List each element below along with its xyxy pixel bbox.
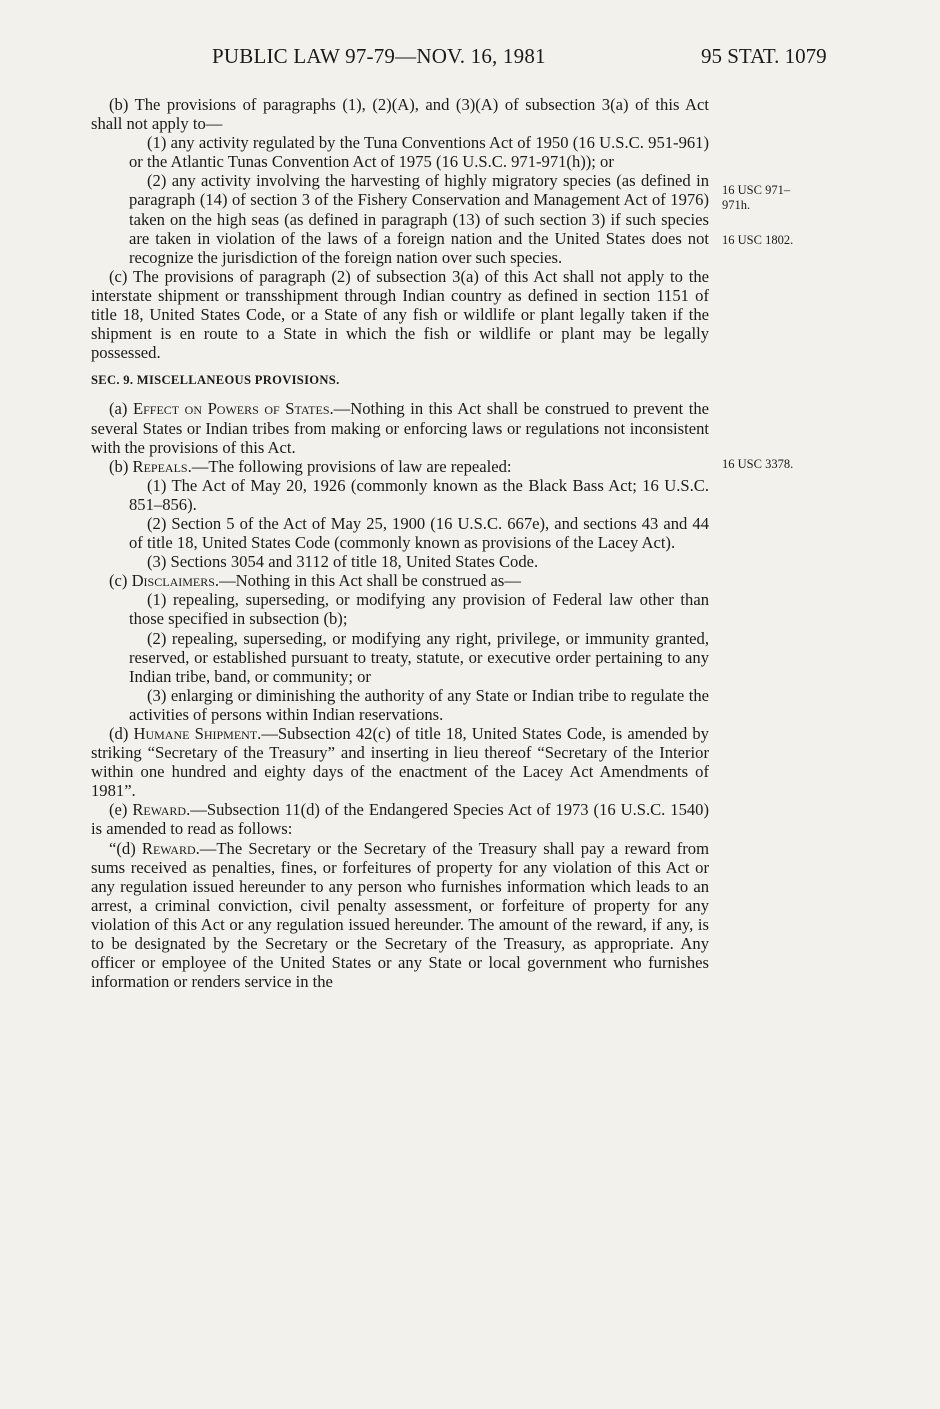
sec9-d-title: Humane Shipment. (133, 724, 262, 743)
sec9-c-text: —Nothing in this Act shall be construed as— (219, 571, 521, 591)
statute-body (91, 95, 709, 991)
sec9-b-label: (b) (109, 456, 133, 476)
sec9-e-quoted-text (91, 839, 709, 992)
sec8-b-paragraph-1: (1) any activity regulated by the Tuna Conventions Act of 1950 (16 U.S.C. 951-961) or the Atlantic Tunas Convention Act of 1975 (16 U.S.C. 971-971(h)); or (129, 133, 709, 172)
sec9-e-text: —Subsection 11(d) of the Endangered Species Act of 1973 (16 U.S.C. 1540) is amended to read as follows: (91, 800, 709, 839)
quote-label: “(d) (109, 838, 142, 858)
margin-note-usc-971: 16 USC 971–971h. (722, 183, 791, 212)
sec9-c-paragraph-1: (1) repealing, superseding, or modifying any provision of Federal law other than those specified in subsection (b); (129, 590, 709, 629)
quote-text: —The Secretary or the Secretary of the Treasury shall pay a reward from sums received as penalties, fines, or forfeitures of property for any violation of this Act or any regulation issued hereunder to any person who furnishes information which leads to an arrest, a criminal conviction, civil penalty assessment, or forfeiture of property for any violation of this Act or any regulation issued hereunder. The amount of the reward, if any, is to be designated by the Secretary or the Secretary of the Treasury, as appropriate. Any officer or employee of the United States or any State or local government who furnishes information or renders service in the (91, 838, 709, 992)
margin-note-usc-1802: 16 USC 1802. (722, 233, 794, 247)
sec9-c (91, 571, 709, 590)
sec9-b (91, 457, 709, 476)
page-number: 95 STAT. 1079 (701, 44, 827, 68)
sec9-c-paragraph-3: (3) enlarging or diminishing the authority of any State or Indian tribe to regulate the activities of persons within Indian reservations. (129, 685, 709, 724)
sec8-b-intro: (b) The provisions of paragraphs (1), (2)(A), and (3)(A) of subsection 3(a) of this Act shall not apply to— (91, 95, 709, 134)
sec9-a-label: (a) (109, 399, 133, 419)
running-header (0, 44, 940, 74)
sec9-a (91, 399, 709, 456)
sec9-b-text: —The following provisions of law are repealed: (191, 456, 512, 476)
sec9-e-label: (e) (109, 800, 133, 820)
sec9-a-text: —Nothing in this Act shall be construed to prevent the several States or Indian tribes from making or enforcing laws or regulations not inconsistent with the provisions of this Act. (91, 399, 710, 457)
section-heading: SEC. 9. MISCELLANEOUS PROVISIONS. (91, 373, 340, 388)
sec9-d-text: —Subsection 42(c) of title 18, United States Code, is amended by striking “Secretary of the Treasury” and inserting in lieu thereof “Secretary of the Interior within one hundred and eighty days of the enactment of the Lacey Act Amendments of 1981”. (91, 724, 709, 801)
header-title: PUBLIC LAW 97-79—NOV. 16, 1981 (212, 44, 546, 68)
sec9-b-title: Repeals. (132, 456, 192, 476)
sec9-c-title: Disclaimers. (131, 571, 220, 591)
margin-note-usc-3378: 16 USC 3378. (722, 457, 794, 471)
sec9-a-title: Effect on Powers of States. (132, 399, 334, 419)
quote-title: Reward. (141, 838, 200, 858)
sec9-b-paragraph-1: (1) The Act of May 20, 1926 (commonly known as the Black Bass Act; 16 U.S.C. 851–856). (129, 475, 709, 514)
sec9-c-paragraph-2: (2) repealing, superseding, or modifying any right, privilege, or immunity granted, reserved, or established pursuant to treaty, statute, or executive order pertaining to any Indian tribe, band, or community; or (129, 628, 709, 686)
sec9-e-title: Reward. (132, 800, 191, 820)
sec9-b-paragraph-2: (2) Section 5 of the Act of May 25, 1900 (16 U.S.C. 667e), and sections 43 and 44 of title 18, United States Code (commonly known as provisions of the Lacey Act). (129, 513, 709, 553)
sec8-b-paragraph-2: (2) any activity involving the harvesting of highly migratory species (as defined in paragraph (14) of section 3 of the Fishery Conservation and Management Act of 1976) taken on the high seas (as defined in paragraph (13) of such section 3) if such species are taken in violation of the laws of a foreign nation and the United States does not recognize the jurisdiction of the foreign nation over such species. (129, 171, 709, 267)
sec9-b-paragraph-3: (3) Sections 3054 and 3112 of title 18, United States Code. (147, 552, 539, 572)
sec9-c-label: (c) (109, 571, 132, 591)
sec9-e (91, 800, 709, 838)
sec9-d (91, 724, 709, 800)
sec9-d-label: (d) (109, 724, 134, 743)
sec8-c: (c) The provisions of paragraph (2) of subsection 3(a) of this Act shall not apply to the interstate shipment or transshipment through Indian country as defined in section 1151 of title 18, United States Code, or a State of any fish or wildlife or plant legally taken if the shipment is en route to a State in which the fish or wildlife or plant may be legally possessed. (91, 266, 709, 363)
